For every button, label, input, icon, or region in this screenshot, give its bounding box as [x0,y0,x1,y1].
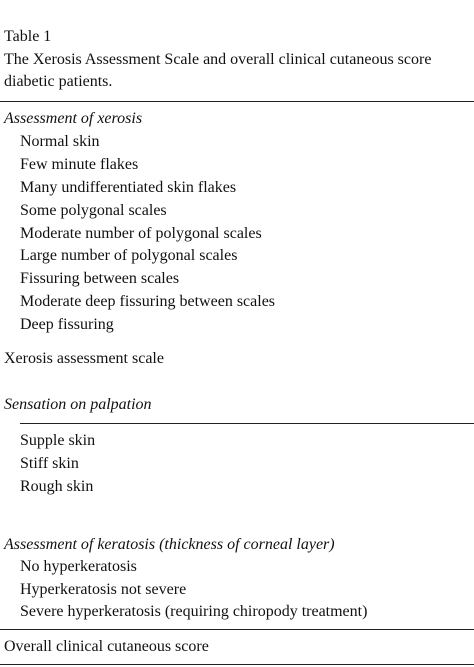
list-item: Moderate deep fissuring between scales [20,293,276,310]
list-item: Hyperkeratosis not severe [20,581,187,598]
list-item: No hyperkeratosis [20,558,137,575]
palpation-rule [20,423,474,424]
xerosis-total-row: Xerosis assessment scale [4,350,164,367]
list-item: Few minute flakes [20,156,139,173]
list-item: Fissuring between scales [20,270,180,287]
table-caption-line-2: diabetic patients. [4,73,113,90]
keratosis-rule [0,629,474,630]
table-label: Table 1 [4,28,52,45]
section-heading-xerosis: Assessment of xerosis [4,110,143,127]
table-bottom-rule [0,664,474,665]
table-top-rule [0,101,474,102]
list-item: Some polygonal scales [20,202,167,219]
list-item: Normal skin [20,133,100,150]
list-item: Stiff skin [20,455,79,472]
section-heading-palpation: Sensation on palpation [4,396,152,413]
list-item: Many undifferentiated skin flakes [20,179,237,196]
list-item: Severe hyperkeratosis (requiring chiropody treatment) [20,603,368,620]
list-item: Deep fissuring [20,316,114,333]
overall-score-row: Overall clinical cutaneous score [4,638,209,655]
list-item: Rough skin [20,478,94,495]
section-heading-keratosis: Assessment of keratosis (thickness of corneal layer) [4,536,335,553]
list-item: Large number of polygonal scales [20,247,238,264]
list-item: Supple skin [20,432,96,449]
list-item: Moderate number of polygonal scales [20,225,262,242]
table-caption-line-1: The Xerosis Assessment Scale and overall clinical cutaneous score [4,51,432,68]
